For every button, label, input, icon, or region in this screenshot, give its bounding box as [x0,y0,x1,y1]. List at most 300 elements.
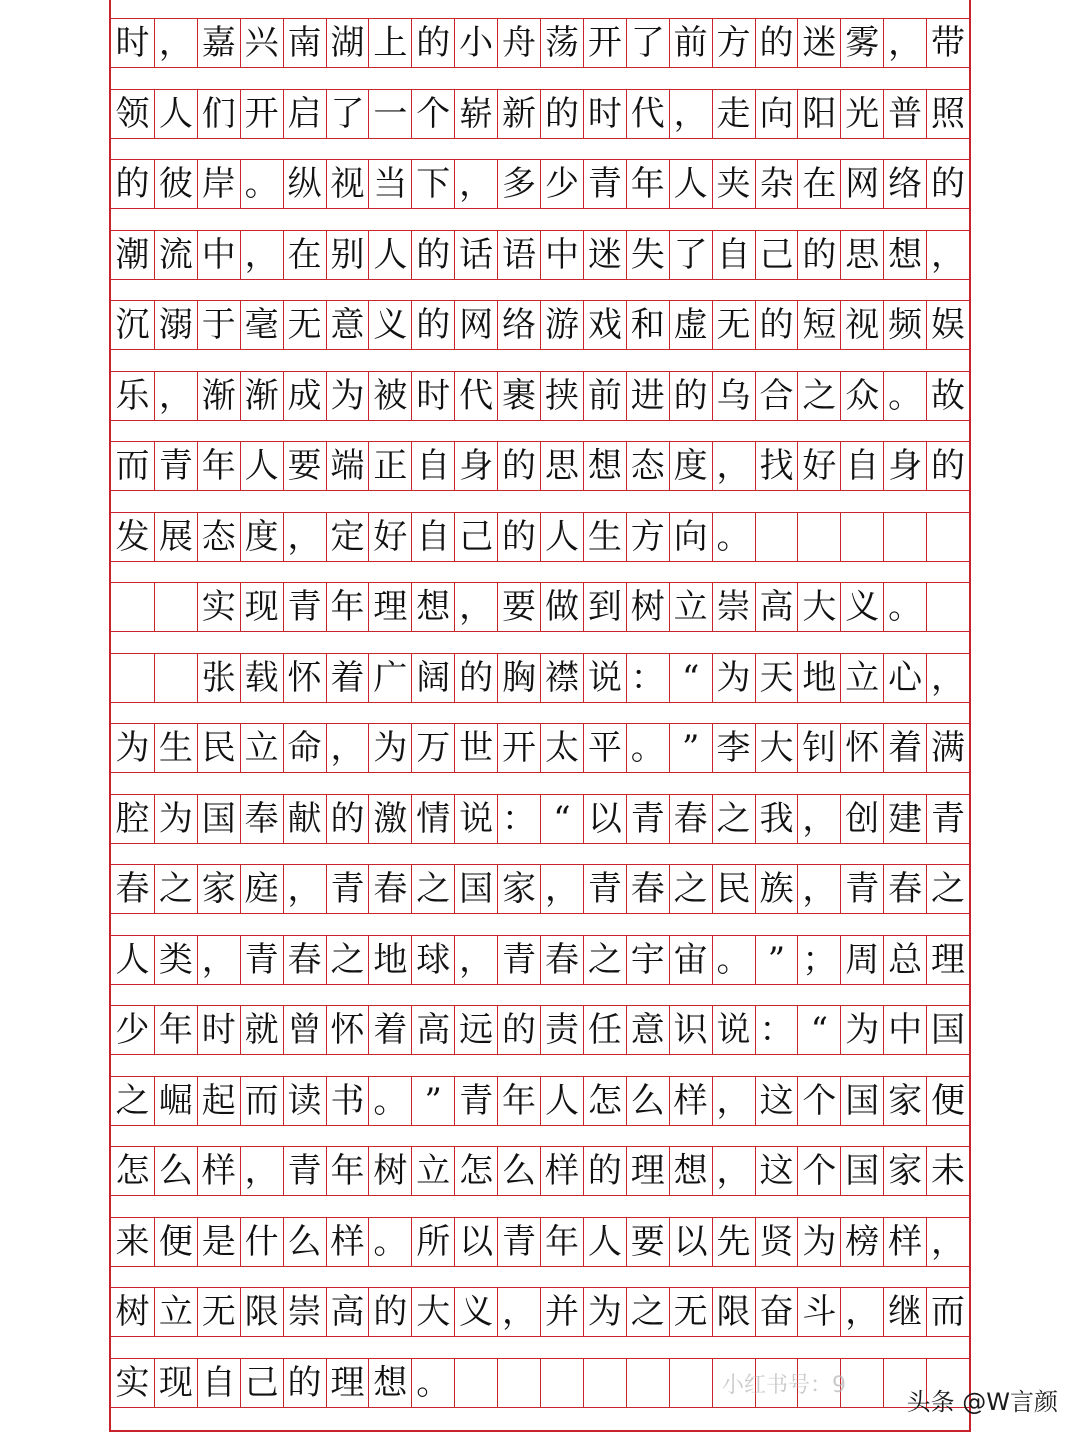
grid-cell: 立 [240,724,283,772]
grid-cell: 来 [115,1221,150,1262]
grid-cell: 说 [583,654,626,702]
grid-cell: 世 [454,724,497,772]
grid-cell: 球 [411,936,454,984]
grid-cell: 意 [326,301,369,349]
grid-cell: 献 [283,795,326,843]
grid-cell: 之 [583,936,626,984]
grid-cell: 毫 [240,301,283,349]
grid-cell: 样 [669,1077,712,1125]
grid-cell: 为 [115,728,150,768]
grid-cell: 榜 [840,1218,883,1266]
grid-cell: 之 [326,936,369,984]
grid-cell: 中 [540,231,583,279]
grid-cell: 时 [583,90,626,138]
grid-cell: 树 [626,583,669,631]
grid-cell: 义 [368,301,411,349]
grid-cell: ， [712,1147,755,1195]
grid-cell: 要 [626,1218,669,1266]
grid-cell: ， [840,1288,883,1336]
grid-cell [583,1359,626,1407]
grid-cell: 年 [326,583,369,631]
grid-cell: ， [154,19,197,67]
grid-cell: 雾 [840,19,883,67]
grid-cell: 的 [583,1147,626,1195]
grid-cell: 建 [883,795,926,843]
grid-cell: 李 [712,724,755,772]
grid-cell: 上 [368,19,411,67]
grid-cell: 展 [154,513,197,561]
grid-cell: 满 [926,724,969,772]
grid-cell: 想 [368,1359,411,1407]
grid-cell: ” [669,724,712,772]
grid-cell: 之 [626,1288,669,1336]
grid-cell: 平 [583,724,626,772]
grid-cell: 之 [411,865,454,913]
grid-cell [926,513,969,561]
grid-cell: 这 [755,1077,798,1125]
grid-cell: 兴 [240,19,283,67]
grid-cell [111,583,154,631]
grid-cell: 限 [712,1288,755,1336]
grid-cell: 的 [283,1359,326,1407]
grid-cell: 万 [411,724,454,772]
grid-cell: 无 [283,301,326,349]
grid-cell: 自 [411,513,454,561]
grid-cell: 自 [197,1359,240,1407]
grid-cell: 的 [926,442,969,490]
grid-cell: 好 [797,442,840,490]
grid-cell: 。 [368,1077,411,1125]
grid-cell: 语 [497,231,540,279]
grid-cell: 树 [115,1292,150,1332]
grid-cell: ， [454,936,497,984]
grid-cell: ， [454,160,497,208]
grid-cell: ， [883,19,926,67]
grid-cell: 做 [540,583,583,631]
grid-cell: 周 [840,936,883,984]
grid-cell: 身 [454,442,497,490]
grid-cell: 开 [240,90,283,138]
grid-cell: 的 [755,19,798,67]
grid-cell: 为 [797,1218,840,1266]
grid-row [111,371,969,421]
grid-cell: 戏 [583,301,626,349]
grid-cell: “ [797,1006,840,1054]
grid-cell: 为 [154,795,197,843]
grid-cell: 渐 [197,372,240,420]
grid-row [111,1217,969,1267]
grid-cell: 钊 [797,724,840,772]
grid-cell: 青 [283,1147,326,1195]
grid-cell: 青 [326,865,369,913]
grid-cell: 网 [454,301,497,349]
grid-cell: 青 [454,1077,497,1125]
grid-cell: 开 [583,19,626,67]
grid-cell: 思 [540,442,583,490]
grid-cell: 怎 [454,1147,497,1195]
grid-cell: 了 [669,231,712,279]
grid-row [111,794,969,844]
grid-cell: 年 [540,1218,583,1266]
grid-cell: 青 [497,936,540,984]
grid-cell: 的 [497,442,540,490]
grid-cell: 之 [797,372,840,420]
grid-cell: ： [755,1006,798,1054]
grid-cell: 腔 [115,798,150,839]
grid-row [111,159,969,209]
grid-cell: 个 [797,1077,840,1125]
grid-cell: 之 [712,795,755,843]
grid-cell: 彼 [154,160,197,208]
grid-row [111,512,969,562]
grid-cell: 别 [326,231,369,279]
grid-cell: 迷 [583,231,626,279]
grid-cell: 以 [669,1218,712,1266]
grid-cell: 理 [368,583,411,631]
grid-cell: 民 [712,865,755,913]
grid-cell: 想 [411,583,454,631]
grid-cell: 么 [154,1147,197,1195]
grid-cell: ， [540,865,583,913]
grid-cell: ， [283,513,326,561]
grid-cell: 年 [154,1006,197,1054]
grid-cell: 以 [583,795,626,843]
grid-cell: 人 [368,231,411,279]
grid-cell: ， [797,865,840,913]
grid-cell: 庭 [240,865,283,913]
grid-cell: 我 [755,795,798,843]
grid-cell: 人 [540,1077,583,1125]
grid-cell: 网 [840,160,883,208]
grid-row [111,1146,969,1196]
grid-cell: 国 [840,1077,883,1125]
grid-cell [626,1359,669,1407]
grid-cell: ” [411,1077,454,1125]
grid-cell: 春 [540,936,583,984]
grid-cell: 纵 [283,160,326,208]
grid-cell: 话 [454,231,497,279]
grid-cell: 。 [712,513,755,561]
grid-cell: ， [797,795,840,843]
grid-cell: 张 [197,654,240,702]
grid-cell: 样 [326,1218,369,1266]
grid-cell: 家 [197,865,240,913]
grid-cell [669,1359,712,1407]
grid-cell: 立 [669,583,712,631]
grid-row [111,1076,969,1126]
grid-cell: 在 [797,160,840,208]
grid-cell: 年 [197,442,240,490]
grid-cell: 少 [540,160,583,208]
grid-cell: 沉 [115,305,150,345]
grid-cell: 之 [154,865,197,913]
grid-cell: 书 [326,1077,369,1125]
grid-cell: 的 [411,19,454,67]
grid-row [111,1005,969,1055]
grid-cell: 总 [883,936,926,984]
grid-cell: 阳 [797,90,840,138]
author-watermark: 头条 @W言颜 [906,1388,1058,1416]
grid-cell: 么 [283,1218,326,1266]
grid-cell: ： [626,654,669,702]
grid-row [111,935,969,985]
grid-cell: 的 [755,301,798,349]
grid-cell: 便 [154,1218,197,1266]
grid-cell: 无 [712,301,755,349]
grid-cell: 未 [926,1147,969,1195]
grid-cell: 前 [669,19,712,67]
grid-cell: 找 [755,442,798,490]
grid-cell: 宙 [669,936,712,984]
grid-cell: 现 [154,1359,197,1407]
grid-cell [755,513,798,561]
grid-cell: 之 [926,865,969,913]
grid-row [111,653,969,703]
grid-cell: ” [755,936,798,984]
grid-cell: 家 [883,1077,926,1125]
grid-cell: 端 [326,442,369,490]
grid-cell: 为 [368,724,411,772]
grid-cell: 太 [540,724,583,772]
grid-cell: 大 [411,1288,454,1336]
grid-cell: ， [712,1077,755,1125]
grid-cell: 挟 [540,372,583,420]
grid-cell: 崛 [154,1077,197,1125]
grid-cell: 便 [926,1077,969,1125]
grid-cell: 大 [797,583,840,631]
grid-cell: 乌 [712,372,755,420]
grid-cell: 频 [883,301,926,349]
grid-cell: 想 [583,442,626,490]
grid-cell: 么 [497,1147,540,1195]
grid-cell: 己 [454,513,497,561]
grid-cell: 走 [712,90,755,138]
grid-cell: 故 [926,372,969,420]
grid-cell: ， [326,724,369,772]
grid-cell: 自 [840,442,883,490]
grid-cell: 的 [497,513,540,561]
grid-cell: 树 [368,1147,411,1195]
grid-cell: 前 [583,372,626,420]
grid-cell: 荡 [540,19,583,67]
grid-cell: 的 [326,795,369,843]
grid-cell: 己 [240,1359,283,1407]
grid-cell: 国 [197,795,240,843]
grid-cell: 的 [797,231,840,279]
grid-cell: 为 [326,372,369,420]
grid-cell: 说 [712,1006,755,1054]
grid-row [111,1287,969,1337]
grid-cell: 么 [626,1077,669,1125]
grid-cell: 以 [454,1218,497,1266]
grid-cell: 读 [283,1077,326,1125]
grid-cell: 的 [411,301,454,349]
grid-cell: 之 [669,865,712,913]
grid-cell: 当 [368,160,411,208]
grid-cell: 大 [755,724,798,772]
grid-cell: 的 [368,1288,411,1336]
grid-row [111,89,969,139]
grid-cell: ； [797,936,840,984]
grid-cell: 。 [883,583,926,631]
grid-cell: 意 [626,1006,669,1054]
grid-cell: ， [926,654,969,702]
grid-cell: 态 [197,513,240,561]
grid-cell: 时 [115,23,150,63]
grid-cell [497,1359,540,1407]
grid-cell: 青 [840,865,883,913]
grid-cell: 而 [926,1288,969,1336]
grid-cell: 命 [283,724,326,772]
grid-cell: 想 [669,1147,712,1195]
grid-cell: 怀 [326,1006,369,1054]
grid-cell: 青 [583,160,626,208]
grid-cell: 的 [115,164,150,204]
grid-cell [840,513,883,561]
grid-cell: 奋 [755,1288,798,1336]
grid-cell: 样 [883,1218,926,1266]
grid-cell: 个 [411,90,454,138]
grid-cell: 人 [115,939,150,980]
grid-cell: 光 [840,90,883,138]
grid-cell: 。 [712,936,755,984]
grid-cell: 在 [283,231,326,279]
grid-cell: 阔 [411,654,454,702]
grid-cell: 地 [368,936,411,984]
grid-cell: 己 [755,231,798,279]
grid-cell: 曾 [283,1006,326,1054]
grid-cell: 立 [154,1288,197,1336]
grid-cell: 激 [368,795,411,843]
grid-cell: ， [240,1147,283,1195]
grid-cell: 责 [540,1006,583,1054]
grid-cell: 族 [755,865,798,913]
grid-cell: 的 [497,1006,540,1054]
grid-cell: 视 [326,160,369,208]
grid-cell: 崭 [454,90,497,138]
grid-cell: 发 [115,516,150,557]
grid-cell: 开 [497,724,540,772]
grid-row [111,582,969,632]
grid-cell: 照 [926,90,969,138]
grid-cell: 中 [883,1006,926,1054]
grid-cell: 着 [368,1006,411,1054]
grid-cell: 地 [797,654,840,702]
grid-cell: 义 [840,583,883,631]
grid-cell: 于 [197,301,240,349]
grid-cell: 胸 [497,654,540,702]
grid-cell: 一 [368,90,411,138]
grid-cell: 自 [712,231,755,279]
grid-cell: 无 [669,1288,712,1336]
grid-cell: 国 [840,1147,883,1195]
grid-cell: 青 [154,442,197,490]
grid-cell: 春 [669,795,712,843]
faint-watermark: 小红书号：9 [722,1373,846,1398]
grid-cell: 下 [411,160,454,208]
grid-cell: 立 [411,1147,454,1195]
grid-cell: 的 [540,90,583,138]
grid-cell: 成 [283,372,326,420]
grid-cell: 青 [240,936,283,984]
grid-cell: 新 [497,90,540,138]
grid-cell: 怀 [840,724,883,772]
grid-cell: 贤 [755,1218,798,1266]
grid-cell: 度 [240,513,283,561]
grid-cell: 众 [840,372,883,420]
grid-row [111,723,969,773]
grid-cell: 中 [197,231,240,279]
grid-cell: 的 [926,160,969,208]
grid-cell: 斗 [797,1288,840,1336]
grid-cell [883,513,926,561]
grid-cell [454,1359,497,1407]
grid-cell: 湖 [326,19,369,67]
grid-cell: 。 [883,372,926,420]
grid-cell: 带 [926,19,969,67]
grid-cell: 情 [411,795,454,843]
grid-cell: 人 [583,1218,626,1266]
grid-cell: 而 [240,1077,283,1125]
grid-cell: 了 [326,90,369,138]
grid-cell: 了 [626,19,669,67]
grid-cell: 态 [626,442,669,490]
grid-cell: 为 [712,654,755,702]
grid-cell: 生 [154,724,197,772]
grid-cell: 创 [840,795,883,843]
grid-cell: 着 [326,654,369,702]
grid-cell: 春 [626,865,669,913]
grid-cell: 年 [326,1147,369,1195]
grid-cell: 要 [497,583,540,631]
grid-cell: 启 [283,90,326,138]
grid-cell [840,1359,883,1407]
grid-cell: 。 [411,1359,454,1407]
grid-cell: 进 [626,372,669,420]
grid-cell: 奉 [240,795,283,843]
grid-cell: 类 [154,936,197,984]
grid-cell: 潮 [115,234,150,275]
grid-cell: 实 [115,1362,150,1403]
grid-cell: 到 [583,583,626,631]
grid-cell: 心 [883,654,926,702]
grid-cell: 络 [883,160,926,208]
grid-cell: 和 [626,301,669,349]
grid-cell: “ [669,654,712,702]
grid-cell: 夹 [712,160,755,208]
grid-cell [797,513,840,561]
grid-cell: 游 [540,301,583,349]
grid-cell: 限 [240,1288,283,1336]
grid-row [111,230,969,280]
grid-cell: 载 [240,654,283,702]
grid-cell: 杂 [755,160,798,208]
grid-cell: 定 [326,513,369,561]
grid-cell: ， [240,231,283,279]
grid-cell: 短 [797,301,840,349]
grid-cell: 溺 [154,301,197,349]
grid-cell: 家 [497,865,540,913]
grid-cell: 岸 [197,160,240,208]
grid-cell: 国 [926,1006,969,1054]
grid-cell: 舟 [497,19,540,67]
grid-cell: 的 [669,372,712,420]
grid-cell: 春 [368,865,411,913]
grid-row [111,864,969,914]
grid-cell: 被 [368,372,411,420]
grid-cell: ， [926,1218,969,1266]
grid-cell: 年 [497,1077,540,1125]
